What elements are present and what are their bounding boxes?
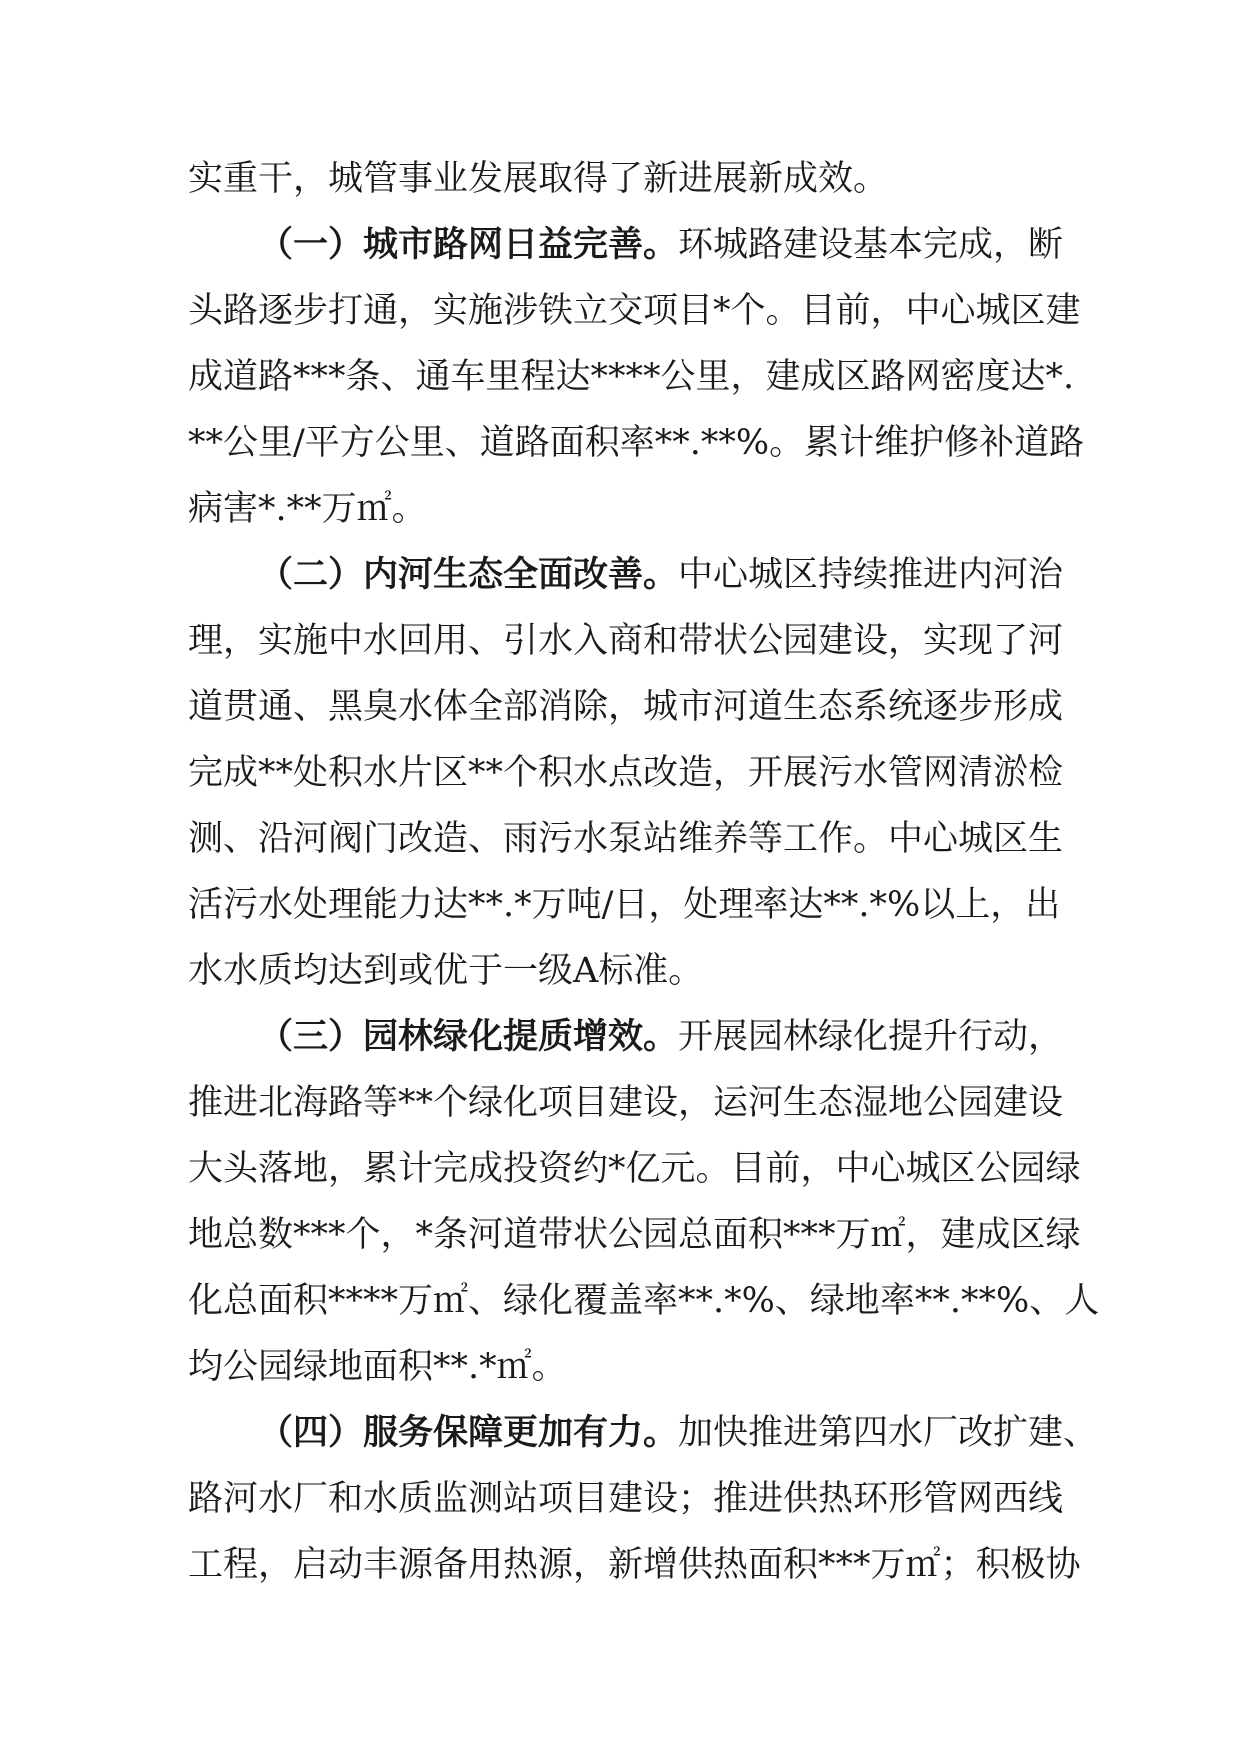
section-2-line: 活污水处理能力达**.*万吨/日，处理率达**.*%以上，出 [188, 885, 1061, 925]
section-1-line: 病害*.**万㎡。 [188, 489, 427, 529]
section-2-heading: （二）内河生态全面改善。 [258, 555, 679, 595]
section-4-first-line [188, 1400, 1099, 1466]
section-2-line: 道贯通、黑臭水体全部消除，城市河道生态系统逐步形成 [188, 687, 1064, 727]
section-2-line: 理，实施中水回用、引水入商和带状公园建设，实现了河 [188, 621, 1064, 661]
section-4-line: 工程，启动丰源备用热源，新增供热面积***万㎡；积极协 [188, 1545, 1081, 1585]
section-3-line: 化总面积****万㎡、绿化覆盖率**.*%、绿地率**.**%、人 [188, 1281, 1100, 1321]
section-1-line-text: 环城路建设基本完成，断 [678, 225, 1064, 265]
section-2-line: 完成**处积水片区**个积水点改造，开展污水管网清淤检 [188, 753, 1064, 793]
section-1-heading: （一）城市路网日益完善。 [258, 225, 679, 265]
section-3-first-line [188, 1004, 1064, 1070]
section-3-line: 均公园绿地面积**.*㎡。 [188, 1347, 567, 1387]
section-3-line: 地总数***个，*条河道带状公园总面积***万㎡，建成区绿 [188, 1215, 1081, 1255]
section-1-line: 头路逐步打通，实施涉铁立交项目*个。目前，中心城区建 [188, 291, 1081, 331]
section-3-line-text: 开展园林绿化提升行动， [678, 1017, 1064, 1057]
section-2-line-text: 中心城区持续推进内河治 [678, 555, 1064, 595]
section-2-line: 水水质均达到或优于一级A标准。 [188, 951, 704, 991]
section-4-heading: （四）服务保障更加有力。 [258, 1413, 679, 1453]
section-2-line: 测、沿河阀门改造、雨污水泵站维养等工作。中心城区生 [188, 819, 1064, 859]
section-3-line: 推进北海路等**个绿化项目建设，运河生态湿地公园建设 [188, 1083, 1064, 1123]
section-1-line: 成道路***条、通车里程达****公里，建成区路网密度达*. [188, 357, 1075, 397]
section-2-first-line [188, 542, 1064, 608]
section-1-first-line [188, 212, 1064, 278]
document-body [188, 146, 1100, 1598]
intro-line: 实重干，城管事业发展取得了新进展新成效。 [188, 159, 889, 199]
section-3-heading: （三）园林绿化提质增效。 [258, 1017, 679, 1057]
section-1-line: **公里/平方公里、道路面积率**.**%。累计维护修补道路 [188, 423, 1085, 463]
section-3-line: 大头落地，累计完成投资约*亿元。目前，中心城区公园绿 [188, 1149, 1081, 1189]
section-4-line-text: 加快推进第四水厂改扩建、 [678, 1413, 1099, 1453]
section-4-line: 路河水厂和水质监测站项目建设；推进供热环形管网西线 [188, 1479, 1064, 1519]
